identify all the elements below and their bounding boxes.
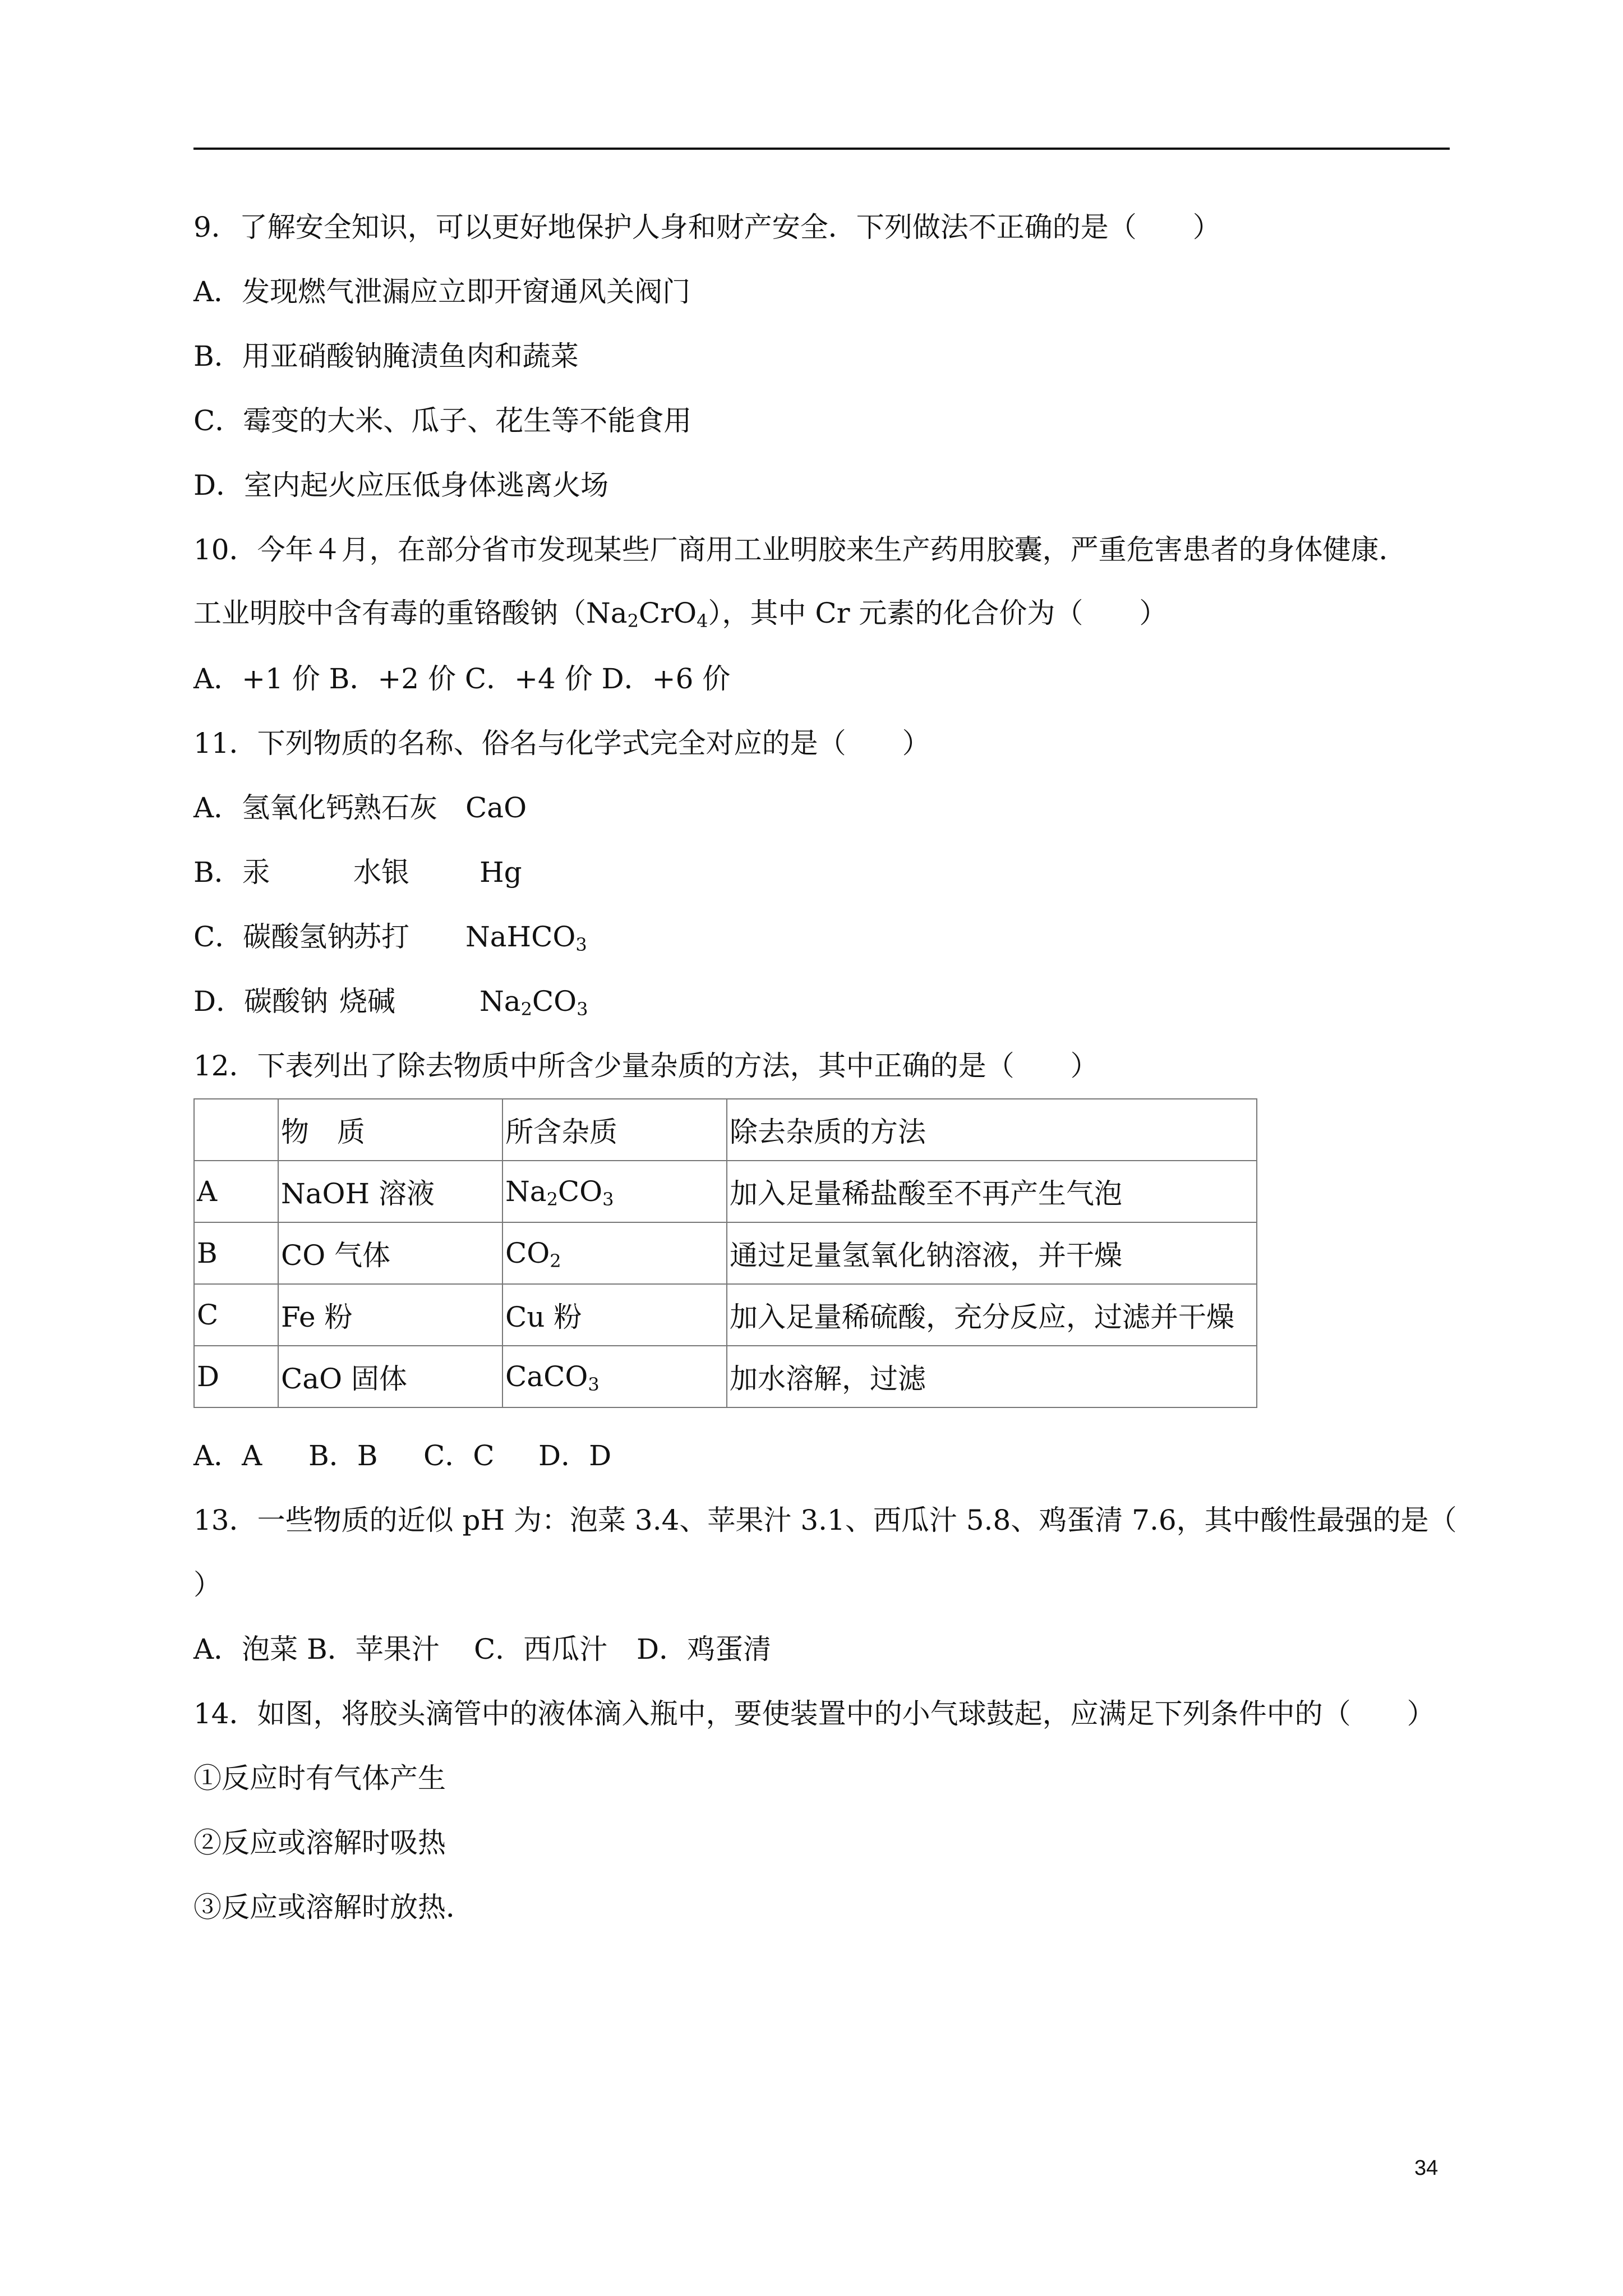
table-row — [194, 1346, 1257, 1407]
table-row — [194, 1284, 1257, 1346]
q10-stem-line1: 10．今年４月，在部分省市发现某些厂商用工业明胶来生产药用胶囊，严重危害患者的身体健康． — [193, 533, 1407, 566]
q13-options: A．泡菜 B．苹果汁 C．西瓜汁 D．鸡蛋清 — [193, 1633, 772, 1665]
table-cell-substance: CO 气体 — [278, 1222, 502, 1284]
table-header-cell: 所含杂质 — [502, 1099, 727, 1161]
table-cell-substance: CaO 固体 — [278, 1346, 502, 1407]
table-row — [194, 1161, 1257, 1222]
table-header-cell — [194, 1099, 278, 1161]
q11-option-a: A．氢氧化钙熟石灰 CaO — [193, 792, 527, 824]
q14-condition-1: ①反应时有气体产生 — [193, 1762, 446, 1795]
q13-stem-line2: ） — [193, 1568, 222, 1601]
q9-stem: 9．了解安全知识，可以更好地保护人身和财产安全．下列做法不正确的是（ ） — [193, 211, 1221, 243]
table-cell-key: D — [194, 1346, 278, 1407]
table-cell-impurity: Cu 粉 — [502, 1284, 727, 1346]
table-cell-impurity: $CO_2$ — [502, 1222, 727, 1284]
q9-option-b: B．用亚硝酸钠腌渍鱼肉和蔬菜 — [193, 340, 579, 372]
q14-condition-3: ③反应或溶解时放热． — [193, 1891, 474, 1924]
q11-option-b: B．汞 水银 Hg — [193, 856, 522, 889]
q12-options: A．A B．B C．C D．D — [193, 1439, 612, 1472]
table-cell-key: B — [194, 1222, 278, 1284]
q9-option-d: D．室内起火应压低身体逃离火场 — [193, 469, 609, 501]
q10-stem-line2: 工业明胶中含有毒的重铬酸钠$(Na_2CrO_4)$，其中 Cr 元素的化合价为（ ） — [193, 597, 1168, 632]
table-header-cell: 物 质 — [278, 1099, 502, 1161]
q12-stem: 12．下表列出了除去物质中所含少量杂质的方法，其中正确的是（ ） — [193, 1050, 1099, 1082]
table-header-cell: 除去杂质的方法 — [727, 1099, 1257, 1161]
header-rule — [193, 148, 1450, 150]
q9-option-c: C．霉变的大米、瓜子、花生等不能食用 — [193, 404, 692, 437]
table-cell-method: 加水溶解，过滤 — [727, 1346, 1257, 1407]
q14-condition-2: ②反应或溶解时吸热 — [193, 1826, 446, 1859]
table-header-row — [194, 1099, 1257, 1161]
table-row — [194, 1222, 1257, 1284]
q11-option-c: C．碳酸氢钠苏打 NaHCO$_3$ — [193, 921, 587, 955]
table-cell-key: A — [194, 1161, 278, 1222]
table-cell-method: 加入足量稀硫酸，充分反应，过滤并干燥 — [727, 1284, 1257, 1346]
table-cell-method: 通过足量氢氧化钠溶液，并干燥 — [727, 1222, 1257, 1284]
table-cell-substance: Fe 粉 — [278, 1284, 502, 1346]
table-cell-method: 加入足量稀盐酸至不再产生气泡 — [727, 1161, 1257, 1222]
page-number: 34 — [1414, 2156, 1438, 2180]
impurity-table — [193, 1098, 1257, 1408]
q10-options: A．+1 价 B．+2 价 C．+4 价 D．+6 价 — [193, 662, 731, 695]
q13-stem-line1: 13．一些物质的近似 pH 为：泡菜 3.4、苹果汁 3.1、西瓜汁 5.8、鸡蛋清 7.6，其中酸性最强的是（ — [193, 1504, 1457, 1536]
table-cell-substance: NaOH 溶液 — [278, 1161, 502, 1222]
q14-stem: 14．如图，将胶头滴管中的液体滴入瓶中，要使装置中的小气球鼓起，应满足下列条件中的（ ） — [193, 1697, 1435, 1730]
q9-option-a: A．发现燃气泄漏应立即开窗通风关阀门 — [193, 275, 691, 308]
table-cell-impurity: $Na_2CO_3$ — [502, 1161, 727, 1222]
table-cell-key: C — [194, 1284, 278, 1346]
q11-option-d: D．碳酸钠 烧碱 $Na_2CO_3$ — [193, 985, 588, 1020]
table-cell-impurity: CaCO$_3$ — [502, 1346, 727, 1407]
q11-stem: 11．下列物质的名称、俗名与化学式完全对应的是（ ） — [193, 727, 930, 760]
